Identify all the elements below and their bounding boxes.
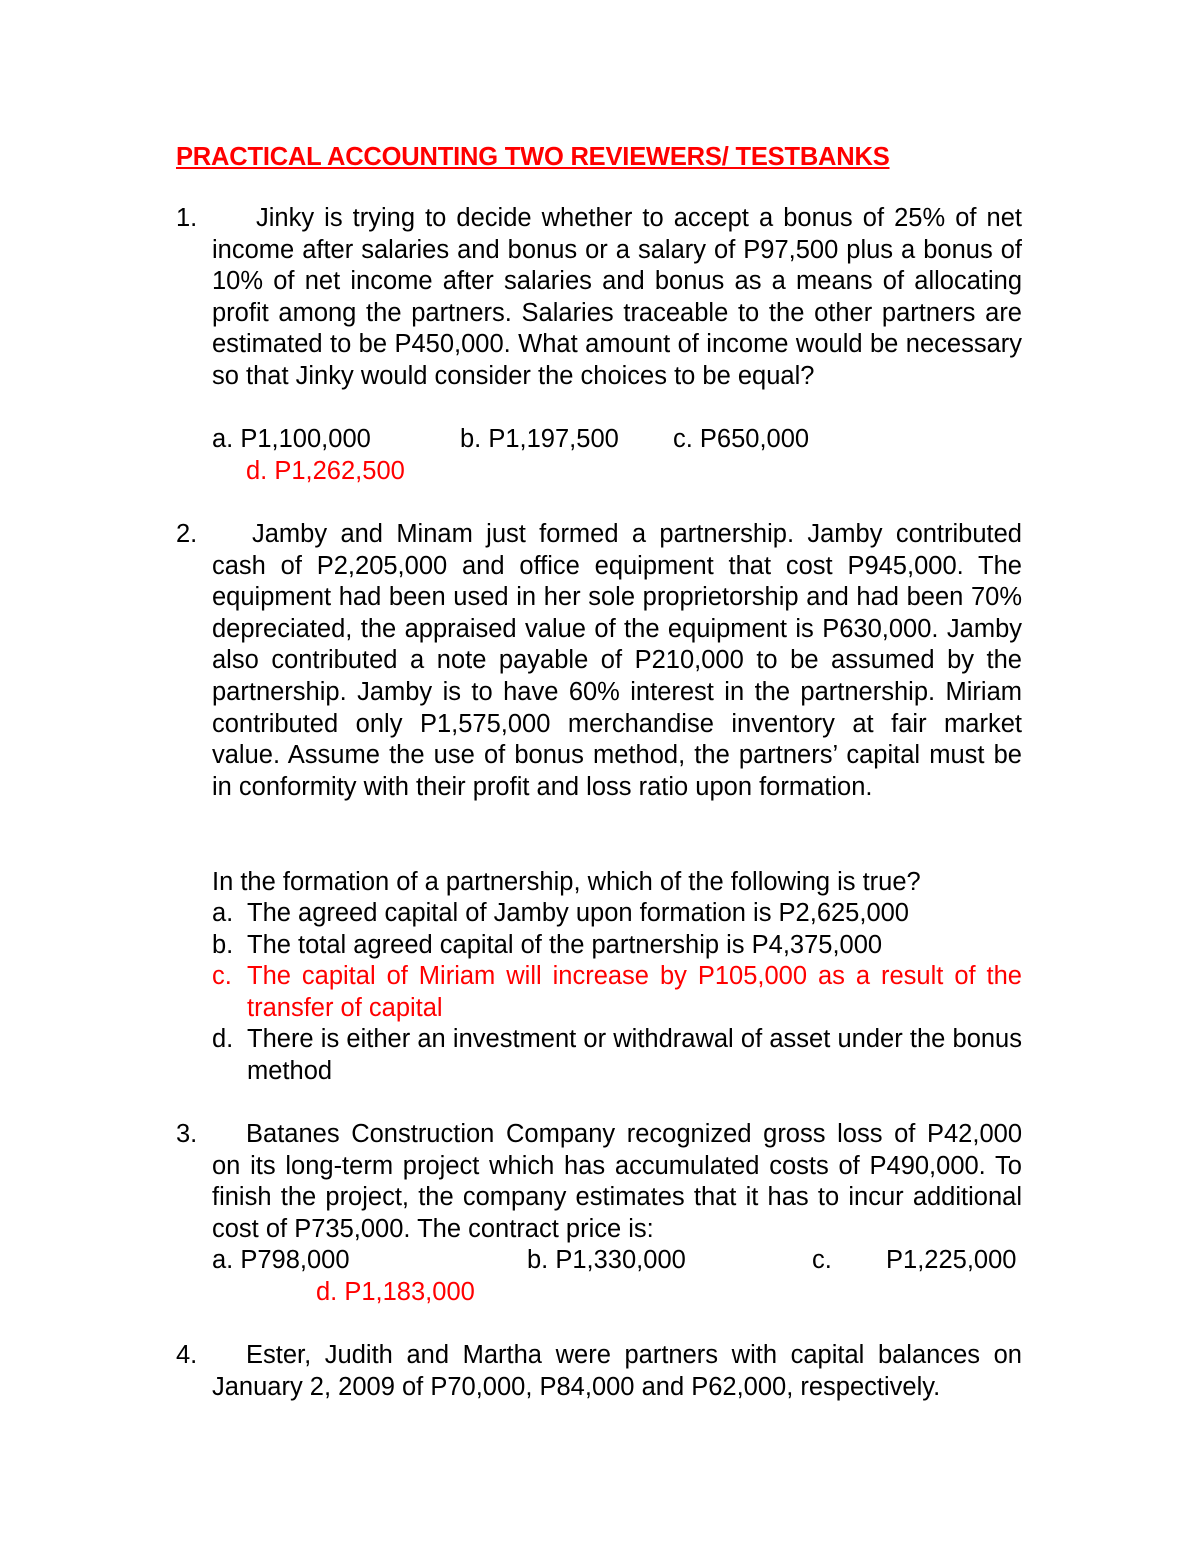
question-1-number: 1.	[176, 204, 198, 232]
option-text: The capital of Miriam will increase by P105,000 as a result of the transfer of capital	[247, 962, 1022, 1022]
question-1-answer-d: d. P1,262,500	[246, 457, 405, 485]
document-title: PRACTICAL ACCOUNTING TWO REVIEWERS/ TESTBANKS	[176, 143, 890, 171]
question-2-text: Jamby and Minam just formed a partnership. Jamby contributed cash of P2,205,000 and office equipment that cost P945,000. The equipment had been used in her sole proprietorship and had been 70% depreciated, the appraised value of the equipment is P630,000. Jamby also contributed a note payable of P210,000 to be assumed by the partnership. Jamby is to have 60% interest in the partnership. Miriam contributed only P1,575,000 merchandise inventory at fair market value. Assume the use of bonus method, the partners’ capital must be in conformity with their profit and loss ratio upon formation.	[212, 520, 1022, 801]
option-letter: b.	[212, 930, 234, 959]
question-3-option-b: b. P1,330,000	[527, 1246, 686, 1274]
question-2-number: 2.	[176, 520, 198, 548]
option-letter: c.	[212, 962, 232, 991]
question-1-option-b: b. P1,197,500	[460, 425, 619, 453]
question-2-option-d	[212, 1024, 1022, 1087]
question-2-answer-c	[212, 961, 1022, 1024]
option-text: The total agreed capital of the partnership is P4,375,000	[247, 930, 883, 959]
question-2-option-a	[212, 898, 1022, 930]
question-3-text: Batanes Construction Company recognized gross loss of P42,000 on its long-term project which has accumulated costs of P490,000. To finish the project, the company estimates that it has to incur additional cost of P735,000. The contract price is:	[212, 1120, 1022, 1243]
question-4-text: Ester, Judith and Martha were partners with capital balances on January 2, 2009 of P70,000, P84,000 and P62,000, respectively.	[212, 1341, 1022, 1401]
option-letter: d.	[212, 1025, 234, 1054]
option-letter: a.	[212, 899, 234, 927]
question-3-option-a: a. P798,000	[212, 1246, 350, 1274]
question-3-option-c-value: P1,225,000	[886, 1246, 1017, 1274]
question-1-text: Jinky is trying to decide whether to accept a bonus of 25% of net income after salaries and bonus or a salary of P97,500 plus a bonus of 10% of net income after salaries and bonus as a means of allocating profit among the partners. Salaries traceable to the other partners are estimated to be P450,000. What amount of income would be necessary so that Jinky would consider the choices to be equal?	[212, 204, 1022, 390]
question-2-option-b	[212, 930, 1022, 962]
question-2-prompt: In the formation of a partnership, which of the following is true?	[212, 868, 921, 896]
question-3-option-c-letter: c.	[812, 1246, 832, 1274]
question-4-number: 4.	[176, 1341, 198, 1369]
option-text: There is either an investment or withdrawal of asset under the bonus method	[247, 1025, 1022, 1085]
question-3-number: 3.	[176, 1120, 198, 1148]
option-text: The agreed capital of Jamby upon formation is P2,625,000	[247, 899, 909, 927]
question-1-option-a: a. P1,100,000	[212, 425, 371, 453]
question-3-answer-d: d. P1,183,000	[316, 1278, 475, 1306]
question-1-option-c: c. P650,000	[673, 425, 810, 453]
question-2-options	[212, 898, 1022, 1088]
